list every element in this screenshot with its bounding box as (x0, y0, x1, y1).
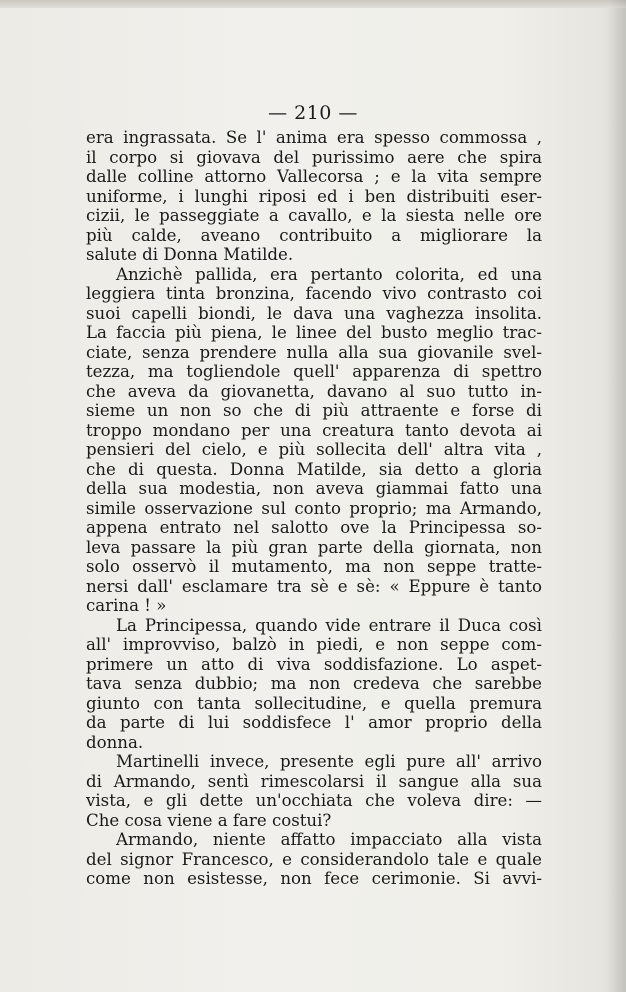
text-line: Anzichè pallida, era pertanto colorita, ed una (116, 264, 542, 284)
text-line: che aveva da giovanetta, davano al suo tutto in- (86, 381, 542, 401)
text-line: suoi capelli biondi, le dava una vaghezza insolita. (86, 303, 542, 323)
page-number: — 210 — (268, 102, 358, 124)
text-line: leggiera tinta bronzina, facendo vivo contrasto coi (86, 284, 542, 303)
text-line: uniforme, i lunghi riposi ed i ben distribuiti eser- (86, 186, 542, 206)
text-line: appena entrato nel salotto ove la Principessa so- (86, 518, 542, 537)
text-line: più calde, aveano contribuito a migliorare la (86, 225, 542, 245)
text-line: solo osservò il mutamento, ma non seppe tratte- (86, 557, 542, 576)
text-line: primere un atto di viva soddisfazione. Lo aspet- (86, 654, 542, 674)
page-right-shadow (608, 0, 626, 992)
body-text (86, 128, 542, 889)
text-line: vista, e gli dette un'occhiata che voleva dire: — (86, 791, 542, 810)
text-line: salute di Donna Matilde. (86, 245, 294, 264)
text-line: era ingrassata. Se l' anima era spesso commossa , (86, 128, 542, 147)
text-line: dalle colline attorno Vallecorsa ; e la vita sempre (86, 167, 542, 186)
text-line: donna. (86, 732, 144, 752)
text-line: Che cosa viene a fare costui? (86, 810, 332, 830)
text-line: carina ! » (86, 596, 167, 615)
text-line: sieme un non so che di più attraente e forse di (86, 401, 542, 420)
text-line: che di questa. Donna Matilde, sia detto a gloria (86, 459, 542, 479)
text-line: il corpo si giovava del purissimo aere che spira (86, 147, 542, 167)
text-line: da parte di lui soddisfece l' amor proprio della (86, 713, 542, 732)
text-line: La faccia più piena, le linee del busto meglio trac- (86, 323, 542, 342)
text-line: di Armando, sentì rimescolarsi il sangue alla sua (86, 771, 542, 791)
text-line: simile osservazione sul conto proprio; ma Armando, (86, 498, 542, 518)
text-line: nersi dall' esclamare tra sè e sè: « Eppure è tanto (86, 576, 542, 596)
text-line: del signor Francesco, e considerandolo tale e quale (86, 849, 542, 869)
text-line: tava senza dubbio; ma non credeva che sarebbe (86, 674, 542, 693)
text-line: leva passare la più gran parte della giornata, non (86, 537, 542, 557)
text-line: Martinelli invece, presente egli pure all' arrivo (116, 752, 542, 771)
text-line: come non esistesse, non fece cerimonie. Si avvi- (86, 869, 542, 888)
text-line: Armando, niente affatto impacciato alla vista (116, 830, 542, 849)
text-line: giunto con tanta sollecitudine, e quella premura (86, 693, 542, 713)
text-line: La Principessa, quando vide entrare il Duca così (116, 615, 542, 635)
text-line: tezza, ma togliendole quell' apparenza di spettro (86, 362, 542, 381)
text-line: troppo mondano per una creatura tanto devota ai (86, 420, 542, 440)
text-line: ciate, senza prendere nulla alla sua giovanile svel- (86, 342, 542, 362)
text-line: della sua modestia, non aveva giammai fatto una (86, 479, 542, 498)
page-top-edge (0, 0, 626, 8)
text-line: cizii, le passeggiate a cavallo, e la siesta nelle ore (86, 206, 542, 225)
text-line: all' improvviso, balzò in piedi, e non seppe com- (86, 635, 542, 654)
text-line: pensieri del cielo, e più sollecita dell' altra vita , (86, 440, 542, 459)
